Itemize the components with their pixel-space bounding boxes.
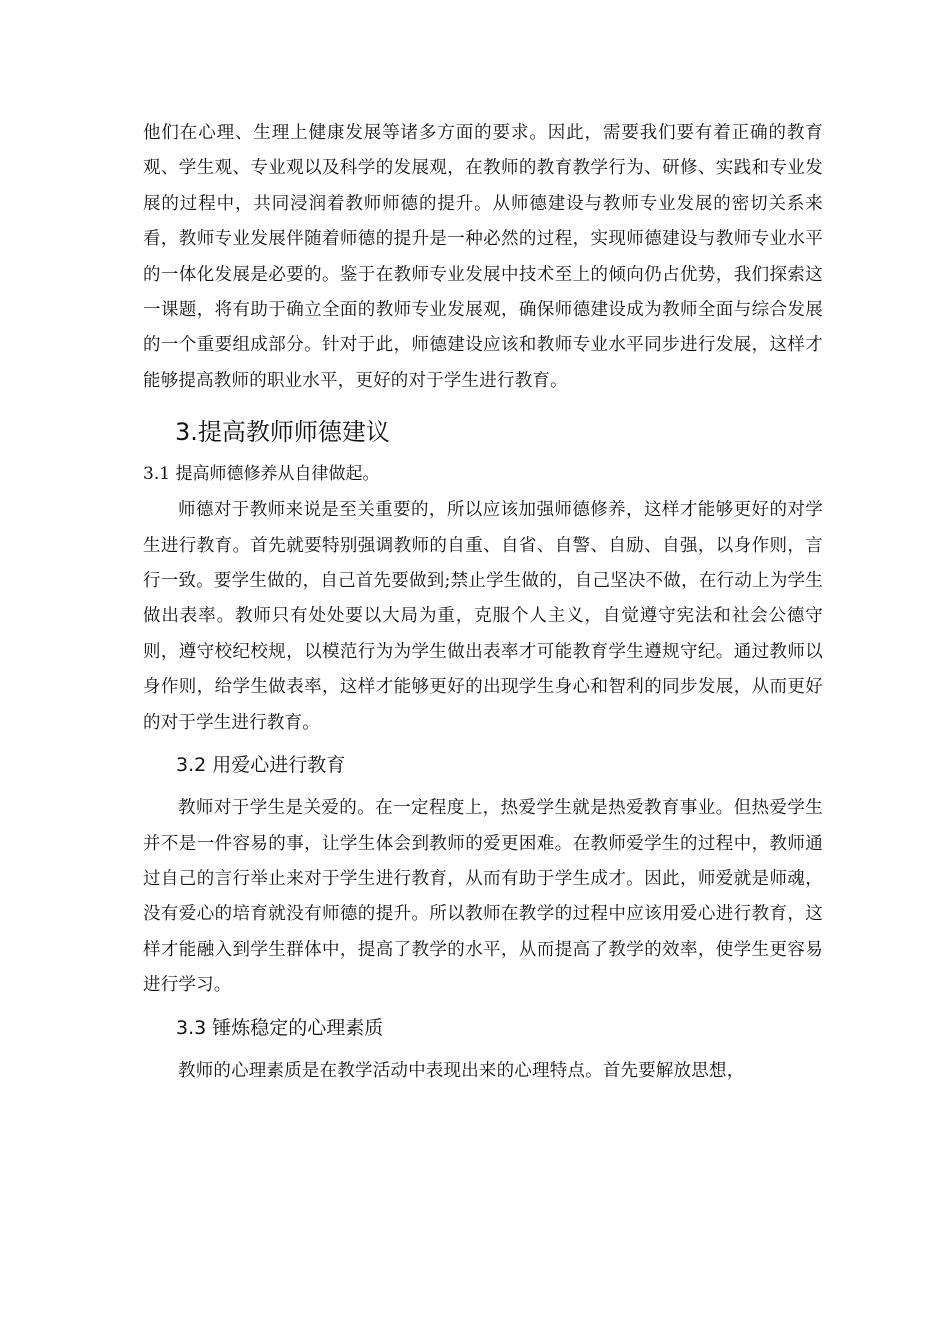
section-3-heading: 3.提高教师师德建议: [175, 418, 390, 447]
section-3-1-paragraph: 师德对于教师来说是至关重要的，所以应该加强师德修养，这样才能够更好的对学生进行教育。首先就要特别强调教师的自重、自省、自警、自励、自强，以身作则，言行一致。要学生做的，自己首先要做到;禁止学生做的，自己坚决不做，在行动上为学生做出表率。教师只有处处要以大局为重，克服个人主义，自觉遵守宪法和社会公德守则，遵守校纪校规，以模范行为为学生做出表率才可能教育学生遵规守纪。通过教师以身作则，给学生做表率，这样才能够更好的出现学生身心和智利的同步发展，从而更好的对于学生进行教育。: [143, 500, 823, 733]
intro-paragraph: 他们在心理、生理上健康发展等诸多方面的要求。因此，需要我们要有着正确的教育观、学生观、专业观以及科学的发展观，在教师的教育教学行为、研修、实践和专业发展的过程中，共同浸润着教师师德的提升。从师德建设与教师专业发展的密切关系来看，教师专业发展伴随着师德的提升是一种必然的过程，实现师德建设与教师专业水平的一体化发展是必要的。鉴于在教师专业发展中技术至上的倾向仍占优势，我们探索这一课题，将有助于确立全面的教师专业发展观，确保师德建设成为教师全面与综合发展的一个重要组成部分。针对于此，师德建设应该和教师专业水平同步进行发展，这样才能够提高教师的职业水平，更好的对于学生进行教育。: [143, 123, 823, 391]
section-3-2-paragraph: 教师对于学生是关爱的。在一定程度上，热爱学生就是热爱教育事业。但热爱学生并不是一件容易的事，让学生体会到教师的爱更困难。在教师爱学生的过程中，教师通过自己的言行举止来对于学生进行教育，从而有助于学生成才。因此，师爱就是师魂，没有爱心的培育就没有师德的提升。所以教师在教学的过程中应该用爱心进行教育，这样才能融入到学生群体中，提高了教学的水平，从而提高了教学的效率，使学生更容易进行学习。: [143, 798, 823, 996]
document-body: [143, 116, 823, 1089]
section-3-3-paragraph: 教师的心理素质是在教学活动中表现出来的心理特点。首先要解放思想，: [178, 1060, 745, 1081]
section-3-1-heading: 3.1 提高师德修养从自律做起。: [143, 464, 380, 485]
section-3-2-heading: 3.2 用爱心进行教育: [176, 754, 346, 777]
section-3-3-heading: 3.3 锤炼稳定的心理素质: [176, 1016, 384, 1039]
